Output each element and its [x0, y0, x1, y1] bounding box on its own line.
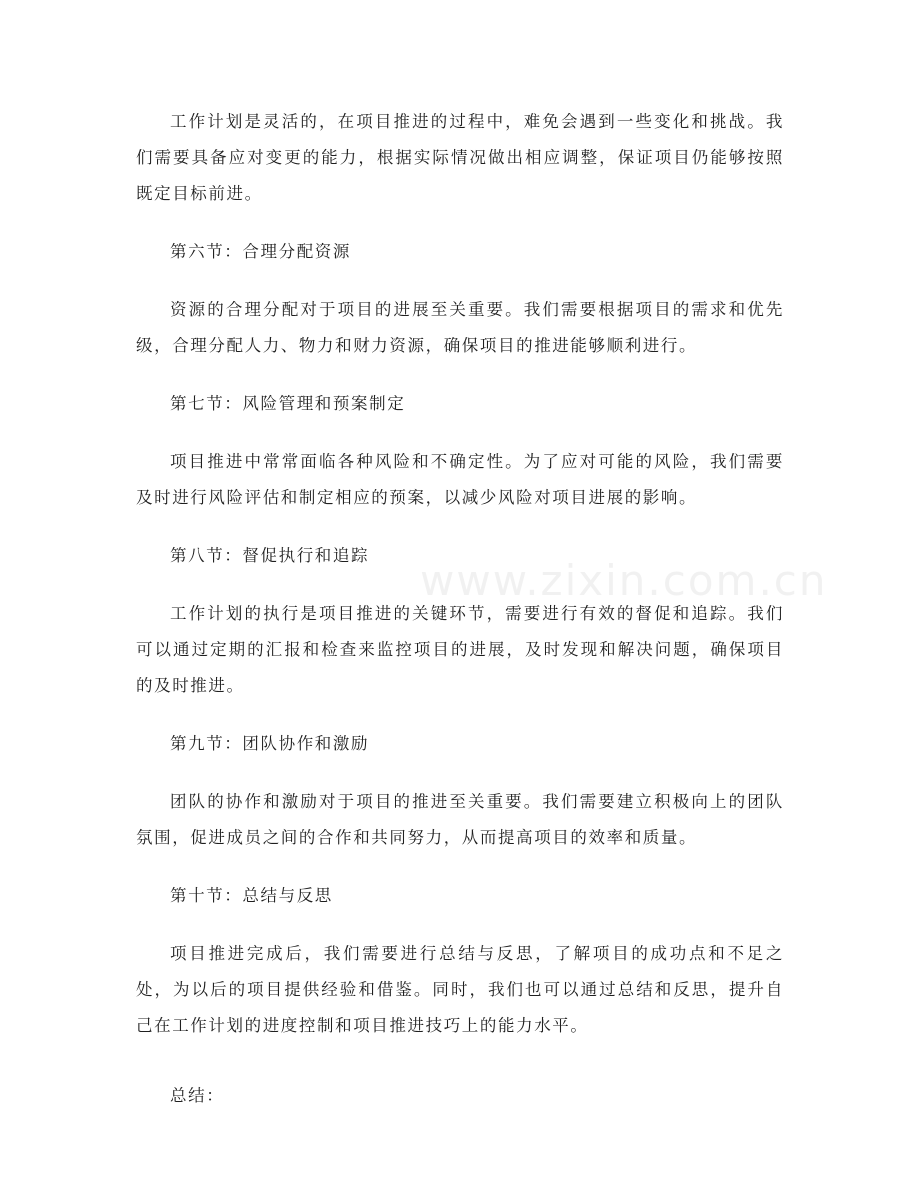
summary-heading: 总结： — [170, 1086, 225, 1105]
section-heading: 第六节：合理分配资源 — [170, 242, 351, 261]
paragraph: 项目推进中常常面临各种风险和不确定性。为了应对可能的风险，我们需要及时进行风险评估和制定相应的预案，以减少风险对项目进展的影响。 — [136, 452, 784, 507]
paragraph: 工作计划的执行是项目推进的关键环节，需要进行有效的督促和追踪。我们可以通过定期的汇报和检查来监控项目的进展，及时发现和解决问题，确保项目的及时推进。 — [136, 604, 784, 695]
paragraph: 资源的合理分配对于项目的进展至关重要。我们需要根据项目的需求和优先级，合理分配人力、物力和财力资源，确保项目的推进能够顺利进行。 — [136, 300, 784, 355]
paragraph: 团队的协作和激励对于项目的推进至关重要。我们需要建立积极向上的团队氛围，促进成员之间的合作和共同努力，从而提高项目的效率和质量。 — [136, 792, 784, 847]
section-heading: 第九节：团队协作和激励 — [170, 734, 370, 753]
section-heading: 第十节：总结与反思 — [170, 886, 333, 905]
watermark-text: www.zixin.com.cn — [420, 556, 828, 605]
section-heading: 第八节：督促执行和追踪 — [170, 546, 370, 565]
paragraph: 项目推进完成后，我们需要进行总结与反思，了解项目的成功点和不足之处，为以后的项目提供经验和借鉴。同时，我们也可以通过总结和反思，提升自己在工作计划的进度控制和项目推进技巧上的能力水平。 — [136, 944, 784, 1035]
paragraph: 工作计划是灵活的，在项目推进的过程中，难免会遇到一些变化和挑战。我们需要具备应对变更的能力，根据实际情况做出相应调整，保证项目仍能够按照既定目标前进。 — [136, 112, 784, 203]
section-heading: 第七节：风险管理和预案制定 — [170, 394, 406, 413]
